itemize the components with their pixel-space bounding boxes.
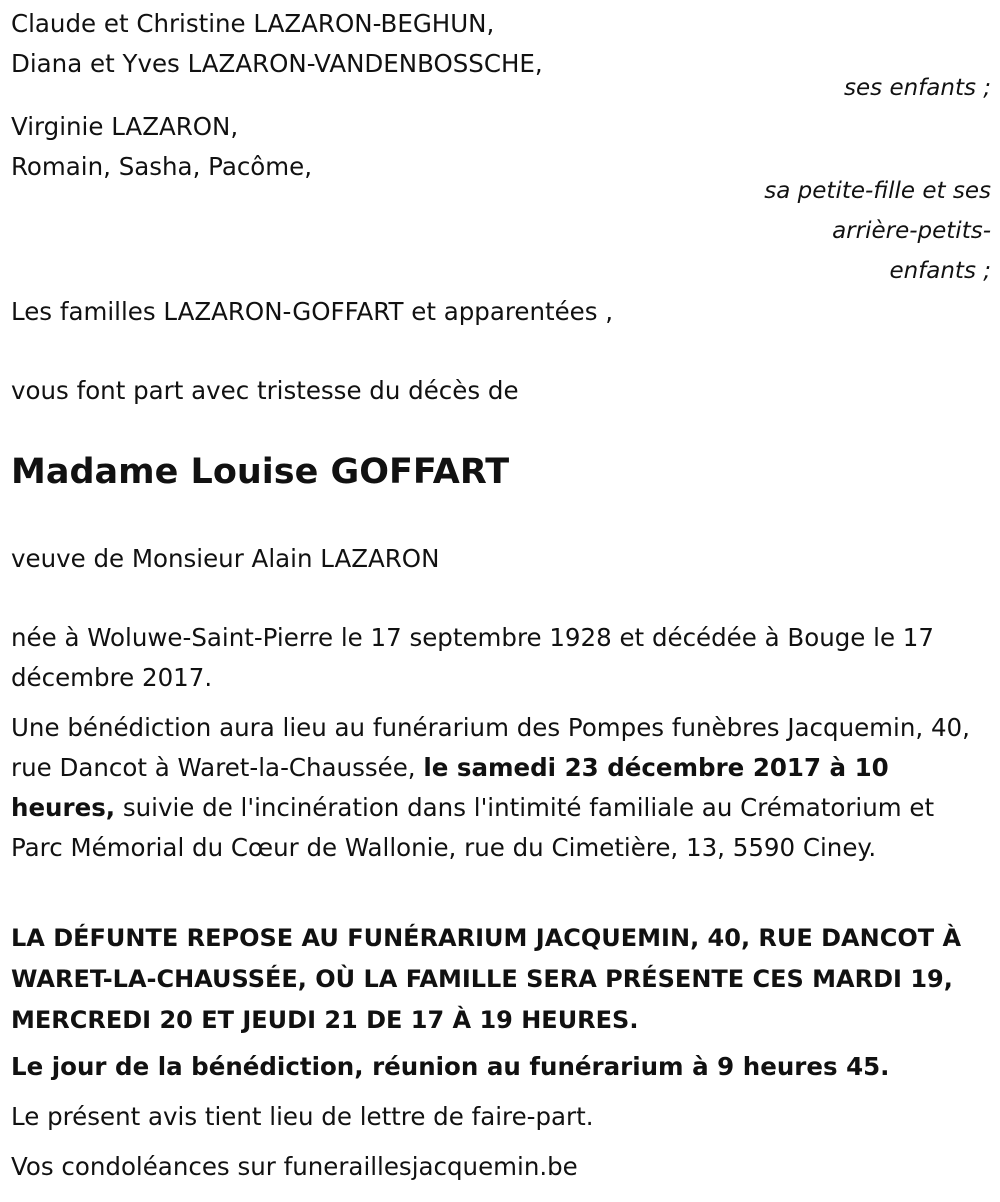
intro-line: vous font part avec tristesse du décès de xyxy=(11,376,519,405)
ceremony-text-1: Une bénédiction aura lieu au funérarium des Pompes funèbres Jacquemin, 40, rue Dancot à Waret-la-Chaussée, xyxy=(11,713,970,782)
meeting-notice: Le jour de la bénédiction, réunion au funérarium à 9 heures 45. xyxy=(11,1052,890,1081)
letter-notice: Le présent avis tient lieu de lettre de faire-part. xyxy=(11,1102,594,1131)
ceremony-date: le samedi 23 décembre 2017 à 10 heures, xyxy=(11,753,889,822)
child-name-1: Claude et Christine LAZARON-BEGHUN, xyxy=(11,9,495,38)
birth-death-paragraph: née à Woluwe-Saint-Pierre le 17 septembre 1928 et décédée à Bouge le 17 décembre 2017. xyxy=(11,623,934,692)
grandchildren-role-line-1: sa petite-fille et ses xyxy=(764,178,991,204)
grandchild-name-2: Romain, Sasha, Pacôme, xyxy=(11,152,313,181)
grandchildren-role-line-2: arrière-petits- xyxy=(832,218,991,244)
child-name-2: Diana et Yves LAZARON-VANDENBOSSCHE, xyxy=(11,49,543,78)
grandchild-name-1: Virginie LAZARON, xyxy=(11,112,239,141)
ceremony-paragraph xyxy=(11,708,991,868)
deceased-name: Madame Louise GOFFART xyxy=(11,452,510,492)
widow-line: veuve de Monsieur Alain LAZARON xyxy=(11,544,440,573)
condolences-line: Vos condoléances sur funeraillesjacquemin.be xyxy=(11,1152,578,1181)
families-line: Les familles LAZARON-GOFFART et apparentées , xyxy=(11,297,614,326)
ceremony-text-2: suivie de l'incinération dans l'intimité familiale au Crématorium et Parc Mémorial du Cœur de Wallonie, rue du Cimetière, 13, 5590 Ciney. xyxy=(11,793,935,862)
grandchildren-role-line-3: enfants ; xyxy=(889,258,991,284)
children-role: ses enfants ; xyxy=(844,75,991,101)
repose-notice: LA DÉFUNTE REPOSE AU FUNÉRARIUM JACQUEMIN, 40, RUE DANCOT À WARET-LA-CHAUSSÉE, OÙ LA FAMILLE SERA PRÉSENTE CES MARDI 19, MERCREDI 20 ET JEUDI 21 DE 17 À 19 HEURES. xyxy=(11,924,962,1034)
